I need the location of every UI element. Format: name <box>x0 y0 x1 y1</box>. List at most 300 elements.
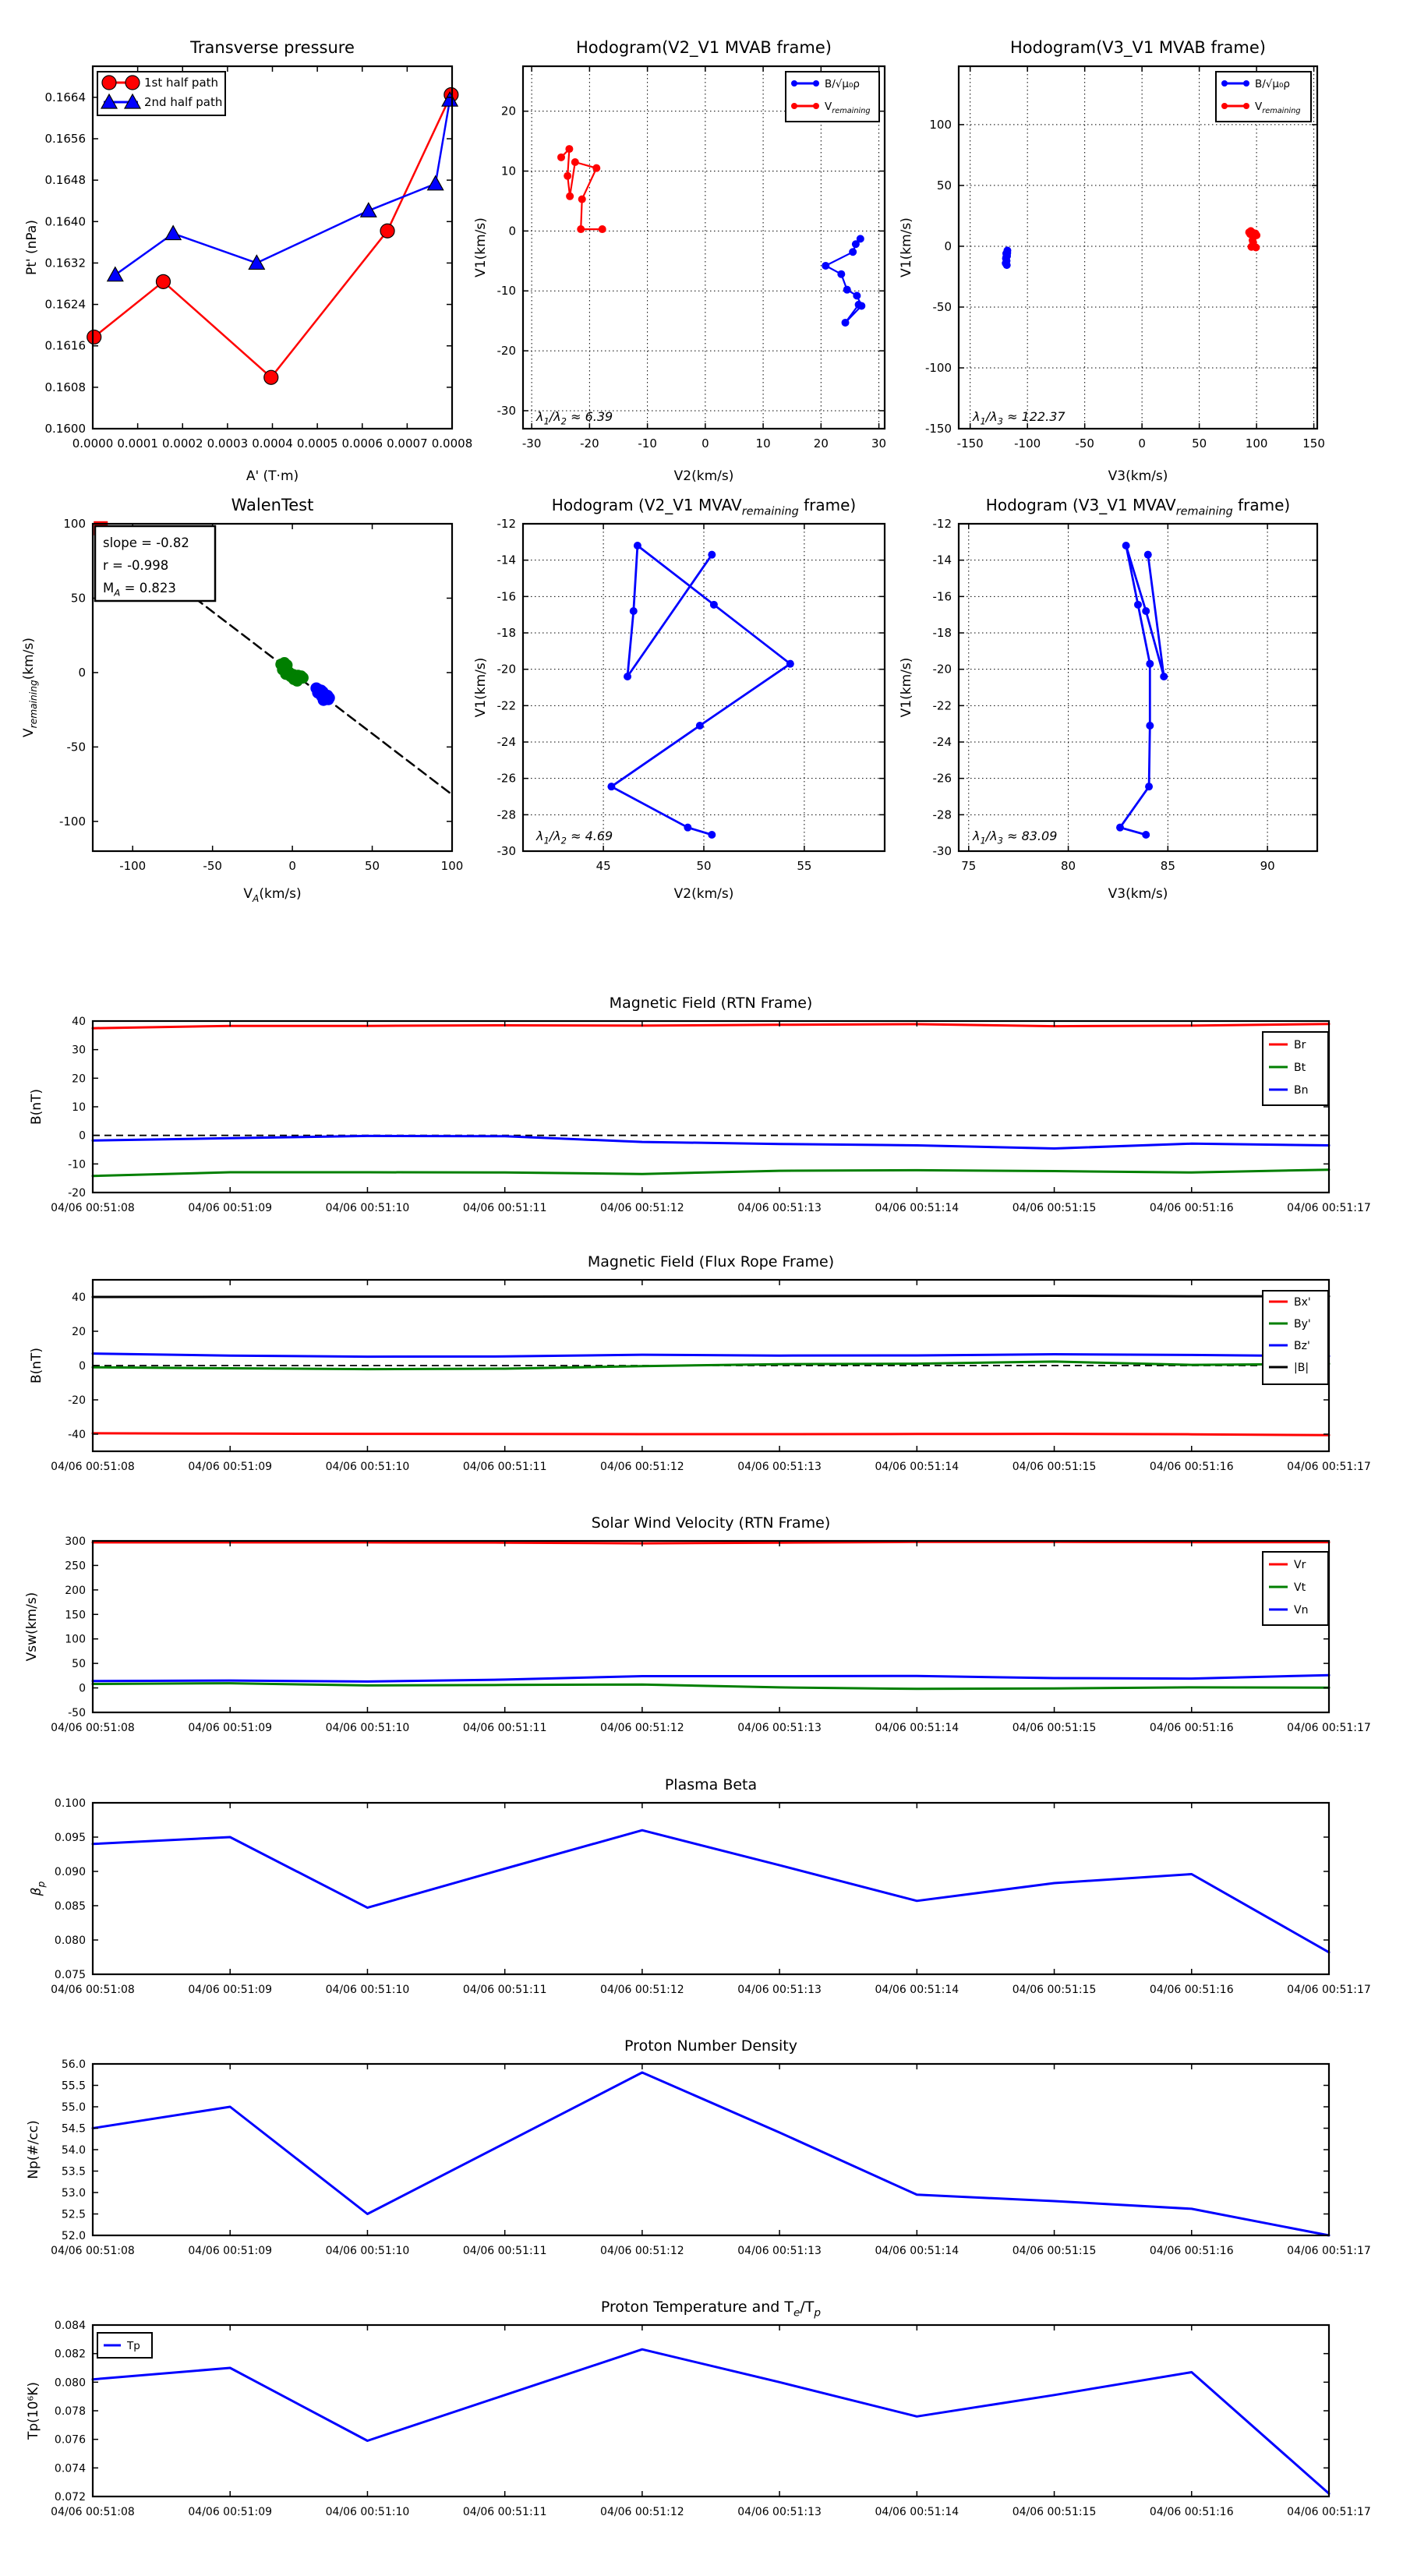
x-axis-label: $V_A(km/s)$ <box>243 886 302 904</box>
data-point-dot <box>564 172 571 180</box>
y-tick-label: -20 <box>497 344 516 359</box>
x-tick-label: 0.0000 <box>72 436 114 451</box>
stats-line: $M_A = 0.823$ <box>103 581 176 599</box>
chart-hodogram-v3v1-mvab <box>899 38 1325 484</box>
x-tick-label: -50 <box>1075 436 1094 451</box>
x-tick-label: 04/06 00:51:12 <box>600 1722 684 1734</box>
x-tick-label: 04/06 00:51:16 <box>1149 1202 1234 1214</box>
data-point-circle <box>380 224 394 238</box>
y-tick-label: -28 <box>497 807 516 822</box>
x-tick-label: 04/06 00:51:11 <box>462 1202 547 1214</box>
x-tick-label: 04/06 00:51:10 <box>325 1722 410 1734</box>
chart-transverse-pressure <box>24 38 472 484</box>
x-tick-label: 04/06 00:51:13 <box>737 2506 822 2518</box>
y-tick-label: 52.0 <box>61 2230 86 2242</box>
y-axis-label: $V_{remaining}(km/s)$ <box>21 638 39 737</box>
data-point-dot <box>592 164 600 172</box>
y-tick-label: 0 <box>508 224 516 239</box>
chart-title: Hodogram(V2_V1 MVAB frame) <box>576 38 832 57</box>
data-point-dot <box>571 158 579 166</box>
x-tick-label: 04/06 00:51:17 <box>1287 1722 1371 1734</box>
x-tick-label: 04/06 00:51:10 <box>325 2245 410 2257</box>
data-point-dot <box>684 824 691 832</box>
x-tick-label: 04/06 00:51:09 <box>188 2506 273 2518</box>
x-tick-label: 50 <box>1192 436 1207 451</box>
y-tick-label: 0.100 <box>54 1797 86 1810</box>
y-tick-label: 0.082 <box>54 2348 86 2361</box>
x-tick-label: 04/06 00:51:10 <box>325 1461 410 1473</box>
data-point-dot <box>577 225 585 233</box>
data-point-dot <box>708 831 716 839</box>
legend-label: Vt <box>1294 1581 1306 1594</box>
x-tick-label: 04/06 00:51:09 <box>188 1722 273 1734</box>
y-tick-label: 0.1632 <box>44 256 86 270</box>
y-tick-label: -100 <box>58 814 86 829</box>
x-axis-label: V2(km/s) <box>673 468 734 484</box>
data-point-circle <box>156 274 170 288</box>
data-point-circle <box>264 370 278 384</box>
y-tick-label: 40 <box>72 1292 86 1304</box>
x-tick-label: 30 <box>871 436 887 451</box>
x-tick-label: 04/06 00:51:16 <box>1149 1461 1234 1473</box>
x-tick-label: 04/06 00:51:13 <box>737 2245 822 2257</box>
y-tick-label: 0.074 <box>54 2462 86 2475</box>
y-tick-label: 0.1656 <box>44 132 86 146</box>
x-tick-label: 04/06 00:51:09 <box>188 2245 273 2257</box>
chart-hodogram-v2v1-mvav <box>473 496 885 902</box>
data-point-dot <box>786 660 794 668</box>
y-tick-label: -50 <box>66 740 86 754</box>
legend-label: Vr <box>1294 1559 1306 1571</box>
legend-label: |B| <box>1294 1362 1309 1374</box>
y-axis-label: V1(km/s) <box>473 217 489 277</box>
y-tick-label: 150 <box>65 1609 86 1622</box>
y-tick-label: -100 <box>924 360 952 375</box>
data-point-dot <box>1249 239 1257 246</box>
legend-label: Bt <box>1294 1062 1306 1074</box>
y-tick-label: 0 <box>78 665 86 680</box>
data-point-dot <box>843 286 851 294</box>
y-tick-label: 0.1616 <box>44 338 86 353</box>
y-tick-label: 0.078 <box>54 2405 86 2418</box>
data-point-dot <box>852 240 860 248</box>
data-point-dot <box>1134 601 1142 609</box>
y-tick-label: 0.090 <box>54 1866 86 1878</box>
x-tick-label: 04/06 00:51:15 <box>1012 1984 1097 1996</box>
x-tick-label: 0.0001 <box>117 436 158 451</box>
x-tick-label: 04/06 00:51:13 <box>737 1984 822 1996</box>
legend-label: $V_{remaining}$ <box>825 101 871 115</box>
x-tick-label: 85 <box>1160 859 1175 873</box>
y-tick-label: 53.5 <box>61 2165 86 2178</box>
y-tick-label: -50 <box>68 1707 86 1719</box>
y-tick-label: 50 <box>70 591 86 606</box>
y-tick-label: -10 <box>68 1158 86 1171</box>
y-tick-label: 50 <box>72 1658 86 1671</box>
series-vr <box>93 1542 1329 1543</box>
x-tick-label: 04/06 00:51:13 <box>737 1461 822 1473</box>
y-tick-label: 30 <box>72 1044 86 1057</box>
chart-title: Hodogram (V2_V1 $MVAV_{remaining}$ frame) <box>551 496 857 518</box>
y-axis-label: Np(#/cc) <box>26 2120 41 2179</box>
y-axis-label: B(nT) <box>29 1088 44 1125</box>
data-point-dot <box>849 248 857 256</box>
y-tick-label: 20 <box>72 1072 86 1086</box>
y-tick-label: -20 <box>68 1394 86 1407</box>
data-point-dot <box>607 783 615 790</box>
x-tick-label: 04/06 00:51:11 <box>462 2245 547 2257</box>
y-tick-label: 0.085 <box>54 1900 86 1913</box>
y-tick-label: 0.080 <box>54 1935 86 1947</box>
legend-label: Bx' <box>1294 1296 1311 1309</box>
data-point-dot <box>1146 660 1154 668</box>
x-tick-label: 04/06 00:51:08 <box>51 1461 135 1473</box>
y-tick-label: 100 <box>65 1633 86 1646</box>
chart-title: Magnetic Field (Flux Rope Frame) <box>587 1253 835 1270</box>
data-point-dot <box>1160 673 1168 680</box>
x-tick-label: 0 <box>702 436 709 451</box>
x-tick-label: 04/06 00:51:14 <box>875 2506 959 2518</box>
y-axis-label: $\beta_p$ <box>29 1881 47 1896</box>
legend-label: Tp <box>127 2340 140 2352</box>
x-tick-label: 04/06 00:51:10 <box>325 1984 410 1996</box>
chart-title: Transverse pressure <box>190 38 355 57</box>
x-tick-label: 04/06 00:51:08 <box>51 2245 135 2257</box>
x-tick-label: 04/06 00:51:15 <box>1012 2506 1097 2518</box>
chart-title: Proton Temperature and $T_e/T_p$ <box>600 2299 822 2320</box>
data-point-dot <box>855 301 863 309</box>
x-tick-label: 04/06 00:51:12 <box>600 1984 684 1996</box>
y-tick-label: -16 <box>932 589 952 604</box>
y-tick-label: 56.0 <box>61 2058 86 2071</box>
chart-title: Hodogram (V3_V1 $MVAV_{remaining}$ frame) <box>985 496 1291 518</box>
legend-label: By' <box>1294 1318 1311 1330</box>
x-tick-label: 04/06 00:51:08 <box>51 1202 135 1214</box>
x-tick-label: 55 <box>797 859 812 873</box>
x-tick-label: 04/06 00:51:16 <box>1149 1722 1234 1734</box>
y-tick-label: 0.084 <box>54 2320 86 2332</box>
y-tick-label: 53.0 <box>61 2187 86 2200</box>
x-tick-label: 04/06 00:51:16 <box>1149 2506 1234 2518</box>
plot-area <box>93 2064 1329 2235</box>
x-tick-label: 04/06 00:51:09 <box>188 1202 273 1214</box>
chart-walen-test <box>21 496 463 904</box>
plot-area <box>93 1803 1329 1974</box>
y-tick-label: -18 <box>932 626 952 640</box>
x-tick-label: 0.0008 <box>431 436 473 451</box>
y-tick-label: 20 <box>72 1326 86 1338</box>
data-point-dot <box>853 292 861 299</box>
y-tick-label: 0.1600 <box>44 422 86 436</box>
x-tick-label: 04/06 00:51:15 <box>1012 1722 1097 1734</box>
chart-mag-field-flux-rope <box>29 1253 1371 1473</box>
x-tick-label: 04/06 00:51:15 <box>1012 1461 1097 1473</box>
y-tick-label: 0.075 <box>54 1969 86 1981</box>
y-tick-label: 40 <box>72 1016 86 1028</box>
x-tick-label: 150 <box>1302 436 1325 451</box>
data-point-blob <box>292 675 303 687</box>
eigenvalue-ratio-annotation: $\lambda_1/\lambda_3 \approx 122.37$ <box>973 409 1066 427</box>
y-tick-label: 0.076 <box>54 2433 86 2447</box>
x-tick-label: -10 <box>638 436 657 451</box>
data-point-blob <box>323 694 334 705</box>
x-tick-label: -50 <box>203 859 222 873</box>
y-tick-label: 50 <box>936 178 952 193</box>
y-tick-label: 10 <box>72 1101 86 1114</box>
x-tick-label: 04/06 00:51:17 <box>1287 1202 1371 1214</box>
x-tick-label: -30 <box>521 436 542 451</box>
y-axis-label: B(nT) <box>29 1347 44 1384</box>
y-axis-label: Vsw(km/s) <box>24 1592 40 1662</box>
data-point-dot <box>837 270 845 278</box>
y-tick-label: -30 <box>497 844 516 858</box>
x-tick-label: -100 <box>119 859 147 873</box>
x-tick-label: 04/06 00:51:10 <box>325 1202 410 1214</box>
y-tick-label: -30 <box>932 844 952 858</box>
y-tick-label: -40 <box>68 1429 86 1441</box>
x-tick-label: 04/06 00:51:11 <box>462 1722 547 1734</box>
y-axis-label: V1(km/s) <box>473 657 489 718</box>
data-point-dot <box>710 601 718 609</box>
x-tick-label: 90 <box>1260 859 1275 873</box>
y-tick-label: -14 <box>497 553 516 567</box>
x-tick-label: 04/06 00:51:10 <box>325 2506 410 2518</box>
x-tick-label: 04/06 00:51:11 <box>462 1984 547 1996</box>
data-point-dot <box>708 551 716 559</box>
chart-proton-density <box>26 2037 1371 2257</box>
chart-title: Solar Wind Velocity (RTN Frame) <box>591 1514 831 1532</box>
x-tick-label: 0.0003 <box>207 436 249 451</box>
x-tick-label: 80 <box>1061 859 1076 873</box>
legend-label: $V_{remaining}$ <box>1255 101 1301 115</box>
plot-area <box>93 2325 1329 2496</box>
chart-title: WalenTest <box>231 496 314 514</box>
x-tick-label: 0 <box>1138 436 1146 451</box>
data-point-circle <box>87 330 101 344</box>
y-axis-label: V1(km/s) <box>899 217 914 277</box>
y-axis-label: Pt' (nPa) <box>24 220 40 275</box>
x-tick-label: 0.0002 <box>162 436 203 451</box>
x-tick-label: 0.0004 <box>252 436 293 451</box>
x-axis-label: V3(km/s) <box>1108 468 1168 484</box>
x-tick-label: 04/06 00:51:12 <box>600 1461 684 1473</box>
x-tick-label: -100 <box>1014 436 1041 451</box>
x-tick-label: 50 <box>696 859 712 873</box>
y-tick-label: -50 <box>932 299 952 314</box>
y-tick-label: -18 <box>497 626 516 640</box>
eigenvalue-ratio-annotation: $\lambda_1/\lambda_2 \approx 6.39$ <box>536 409 613 427</box>
y-tick-label: 10 <box>500 164 516 178</box>
data-point-dot <box>634 542 641 549</box>
x-tick-label: 100 <box>440 859 464 873</box>
x-tick-label: 04/06 00:51:11 <box>462 2506 547 2518</box>
eigenvalue-ratio-annotation: $\lambda_1/\lambda_2 \approx 4.69$ <box>536 829 613 846</box>
data-point-dot <box>578 196 586 203</box>
x-tick-label: 04/06 00:51:15 <box>1012 2245 1097 2257</box>
x-tick-label: 04/06 00:51:16 <box>1149 1984 1234 1996</box>
data-point-dot <box>1142 831 1150 839</box>
x-tick-label: 50 <box>365 859 380 873</box>
x-axis-label: V2(km/s) <box>673 886 734 902</box>
y-tick-label: 54.0 <box>61 2144 86 2157</box>
y-axis-label: Tp(10⁶K) <box>26 2381 41 2440</box>
eigenvalue-ratio-annotation: $\lambda_1/\lambda_3 \approx 83.09$ <box>973 829 1058 846</box>
y-tick-label: 0 <box>79 1682 86 1695</box>
data-point-dot <box>630 607 638 615</box>
legend-label: Bn <box>1294 1084 1309 1097</box>
y-tick-label: 0 <box>944 239 952 253</box>
y-tick-label: 0.1640 <box>44 214 86 229</box>
y-tick-label: -14 <box>932 553 952 567</box>
legend-label: Bz' <box>1294 1340 1310 1352</box>
y-tick-label: -22 <box>932 698 952 713</box>
x-tick-label: 04/06 00:51:13 <box>737 1722 822 1734</box>
x-tick-label: 0.0007 <box>387 436 428 451</box>
y-tick-label: 0.1648 <box>44 173 86 188</box>
legend-label: Vn <box>1294 1604 1309 1617</box>
y-tick-label: -28 <box>932 807 952 822</box>
chart-title: Magnetic Field (RTN Frame) <box>609 995 813 1012</box>
y-tick-label: -20 <box>932 662 952 677</box>
stats-line: r = -0.998 <box>103 558 169 573</box>
x-tick-label: 04/06 00:51:08 <box>51 1984 135 1996</box>
x-tick-label: 04/06 00:51:17 <box>1287 2506 1371 2518</box>
legend-label: Br <box>1294 1039 1306 1051</box>
y-tick-label: 250 <box>65 1560 86 1573</box>
x-tick-label: 0.0005 <box>296 436 338 451</box>
x-tick-label: 04/06 00:51:13 <box>737 1202 822 1214</box>
data-point-dot <box>696 722 704 730</box>
data-point-dot <box>1116 824 1124 832</box>
chart-proton-temperature <box>26 2299 1371 2518</box>
y-tick-label: -24 <box>932 735 952 749</box>
x-tick-label: -150 <box>956 436 984 451</box>
y-tick-label: -12 <box>497 517 516 531</box>
x-tick-label: 04/06 00:51:17 <box>1287 1984 1371 1996</box>
x-tick-label: 04/06 00:51:08 <box>51 2506 135 2518</box>
data-point-circle <box>102 76 116 90</box>
x-tick-label: 04/06 00:51:09 <box>188 1984 273 1996</box>
x-tick-label: 04/06 00:51:12 <box>600 1202 684 1214</box>
y-tick-label: 54.5 <box>61 2122 86 2136</box>
y-tick-label: 20 <box>500 104 516 118</box>
y-tick-label: -20 <box>68 1187 86 1200</box>
y-tick-label: 100 <box>63 517 86 531</box>
y-tick-label: 0.1608 <box>44 380 86 394</box>
y-tick-label: -150 <box>924 422 952 436</box>
x-tick-label: -20 <box>580 436 599 451</box>
x-tick-label: 20 <box>813 436 829 451</box>
x-tick-label: 04/06 00:51:08 <box>51 1722 135 1734</box>
y-tick-label: 52.5 <box>61 2208 86 2221</box>
x-tick-label: 04/06 00:51:14 <box>875 2245 959 2257</box>
x-tick-label: 100 <box>1245 436 1268 451</box>
x-tick-label: 04/06 00:51:14 <box>875 1202 959 1214</box>
x-tick-label: 04/06 00:51:14 <box>875 1984 959 1996</box>
data-point-dot <box>1003 249 1011 257</box>
data-point-dot <box>1122 542 1130 549</box>
data-point-dot <box>566 193 574 200</box>
chart-hodogram-v2v1-mvab <box>473 38 886 484</box>
legend-label: 1st half path <box>144 76 219 90</box>
y-tick-label: 100 <box>929 117 952 132</box>
data-point-circle <box>125 76 140 90</box>
chart-mag-field-rtn <box>29 995 1371 1214</box>
chart-hodogram-v3v1-mvav <box>899 496 1317 902</box>
y-tick-label: 0.1624 <box>44 297 86 312</box>
legend-label: B/√μ₀ρ <box>1255 78 1290 90</box>
y-tick-label: -20 <box>497 662 516 677</box>
chart-solar-wind-velocity <box>24 1514 1371 1734</box>
y-tick-label: 200 <box>65 1584 86 1597</box>
y-tick-label: -16 <box>497 589 516 604</box>
data-point-dot <box>842 319 850 327</box>
y-tick-label: 0.095 <box>54 1832 86 1844</box>
x-tick-label: 04/06 00:51:15 <box>1012 1202 1097 1214</box>
data-point-dot <box>599 225 606 233</box>
y-tick-label: -26 <box>497 771 516 786</box>
y-tick-label: -12 <box>932 517 952 531</box>
data-point-dot <box>1145 783 1153 790</box>
x-tick-label: 10 <box>755 436 771 451</box>
legend-label: 2nd half path <box>144 95 223 109</box>
x-tick-label: 45 <box>595 859 611 873</box>
y-tick-label: 0.072 <box>54 2491 86 2504</box>
chart-title: Hodogram(V3_V1 MVAB frame) <box>1010 38 1266 57</box>
data-point-dot <box>1142 607 1150 615</box>
data-point-dot <box>1146 722 1154 730</box>
y-tick-label: -26 <box>932 771 952 786</box>
data-point-dot <box>624 673 631 680</box>
data-point-dot <box>822 262 829 270</box>
series--b- <box>93 1296 1329 1298</box>
y-tick-label: -24 <box>497 735 516 749</box>
data-point-dot <box>557 154 565 161</box>
y-tick-label: 0.080 <box>54 2376 86 2390</box>
chart-title: Proton Number Density <box>624 2037 797 2055</box>
data-point-dot <box>1003 261 1011 269</box>
x-axis-label: A' (T·m) <box>246 468 299 484</box>
y-tick-label: 55.5 <box>61 2080 86 2093</box>
y-tick-label: 55.0 <box>61 2101 86 2114</box>
y-tick-label: 300 <box>65 1535 86 1548</box>
x-tick-label: 04/06 00:51:14 <box>875 1722 959 1734</box>
x-tick-label: 04/06 00:51:17 <box>1287 2245 1371 2257</box>
y-tick-label: -10 <box>497 284 516 299</box>
legend-label: B/√μ₀ρ <box>825 78 860 90</box>
x-tick-label: 0.0006 <box>341 436 383 451</box>
x-tick-label: 04/06 00:51:16 <box>1149 2245 1234 2257</box>
chart-plasma-beta <box>29 1776 1371 1996</box>
x-tick-label: 04/06 00:51:09 <box>188 1461 273 1473</box>
y-tick-label: -22 <box>497 698 516 713</box>
data-point-dot <box>1144 551 1152 559</box>
y-tick-label: 0 <box>79 1129 86 1143</box>
x-tick-label: 04/06 00:51:11 <box>462 1461 547 1473</box>
plot-area <box>93 1021 1329 1193</box>
y-tick-label: 0.1664 <box>44 90 86 104</box>
x-tick-label: 04/06 00:51:17 <box>1287 1461 1371 1473</box>
y-tick-label: -30 <box>497 403 516 418</box>
stats-line: slope = -0.82 <box>103 535 189 550</box>
x-tick-label: 75 <box>961 859 977 873</box>
chart-title: Plasma Beta <box>664 1776 758 1793</box>
x-axis-label: V3(km/s) <box>1108 886 1168 902</box>
x-tick-label: 04/06 00:51:12 <box>600 2245 684 2257</box>
y-axis-label: V1(km/s) <box>899 657 914 718</box>
x-tick-label: 04/06 00:51:14 <box>875 1461 959 1473</box>
data-point-dot <box>565 145 573 153</box>
